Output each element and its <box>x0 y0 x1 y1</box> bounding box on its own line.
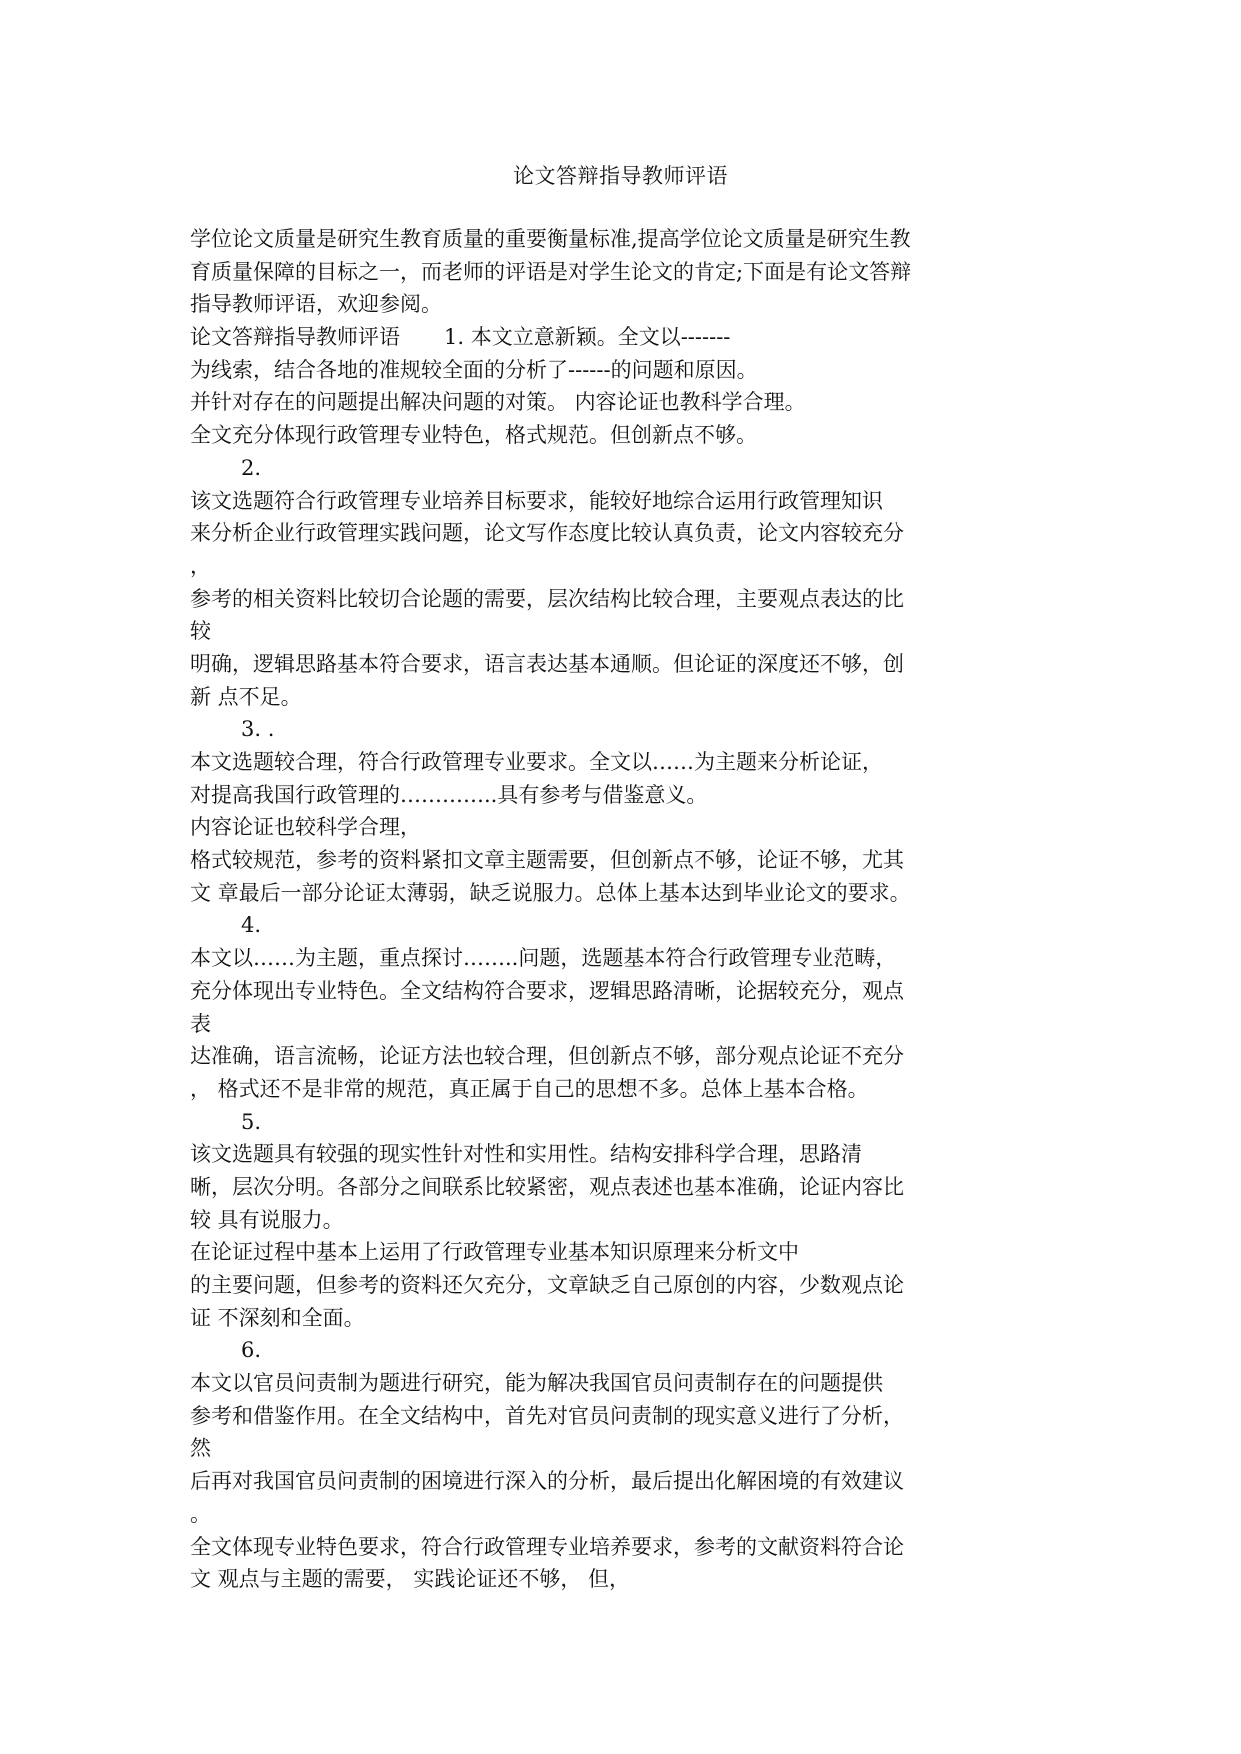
intro-line: 学位论文质量是研究生教育质量的重要衡量标准,提高学位论文质量是研究生教 <box>190 227 911 251</box>
comment-line: 较 具有说服力。 <box>190 1207 344 1232</box>
comments-heading-line <box>190 321 1060 354</box>
comment-line: 全文体现专业特色要求，符合行政管理专业培养要求，参考的文献资料符合论 <box>190 1534 904 1559</box>
comments-heading: 论文答辩指导教师评语 <box>190 325 400 350</box>
comment-number: 3. . <box>241 717 275 742</box>
comment-line: 该文选题符合行政管理专业培养目标要求，能较好地综合运用行政管理知识 <box>190 488 883 513</box>
page-title: 论文答辩指导教师评语 <box>513 164 728 188</box>
comment-line: 本文选题较合理，符合行政管理专业要求。全文以……为主题来分析论证， <box>190 750 883 774</box>
comment-1-start: 1. 本文立意新颖。全文以------- <box>444 325 731 350</box>
comment-line: 文 观点与主题的需要， 实践论证还不够， 但， <box>190 1567 631 1592</box>
comment-line: 对提高我国行政管理的…………..具有参考与借鉴意义。 <box>190 782 708 807</box>
comment-line: 来分析企业行政管理实践问题，论文写作态度比较认真负责，论文内容较充分 <box>190 521 904 546</box>
comment-line: 内容论证也较科学合理， <box>190 815 421 840</box>
comment-line: 全文充分体现行政管理专业特色，格式规范。但创新点不够。 <box>190 423 757 448</box>
comment-line: 格式较规范，参考的资料紧扣文章主题需要，但创新点不够，论证不够，尤其 <box>190 848 904 873</box>
comment-line: 本文以……为主题，重点探讨……..问题，选题基本符合行政管理专业范畴， <box>190 946 897 971</box>
comment-line: 明确，逻辑思路基本符合要求，语言表达基本通顺。但论证的深度还不够，创 <box>190 651 904 676</box>
comment-number: 2. <box>241 455 262 480</box>
comment-line: 的主要问题，但参考的资料还欠充分，文章缺乏自己原创的内容，少数观点论 <box>190 1273 904 1297</box>
comment-line: 参考和借鉴作用。在全文结构中，首先对官员问责制的现实意义进行了分析， <box>190 1403 904 1428</box>
document-body <box>190 223 1060 1596</box>
comment-number: 6. <box>241 1338 262 1363</box>
comment-line: 达准确，语言流畅，论证方法也较合理，但创新点不够，部分观点论证不充分 <box>190 1044 904 1069</box>
comment-line: 然 <box>190 1436 211 1461</box>
comment-line: 本文以官员问责制为题进行研究，能为解决我国官员问责制存在的问题提供 <box>190 1371 883 1396</box>
comment-line: ， <box>190 553 211 578</box>
comment-line: 表 <box>190 1011 211 1036</box>
comment-line: 晰，层次分明。各部分之间联系比较紧密，观点表述也基本准确，论证内容比 <box>190 1174 904 1199</box>
comment-line: 该文选题具有较强的现实性针对性和实用性。结构安排科学合理，思路清 <box>190 1142 862 1167</box>
comment-line: 为线索，结合各地的准规较全面的分析了------的问题和原因。 <box>190 357 758 382</box>
comment-line: 新 点不足。 <box>190 684 302 709</box>
intro-line: 育质量保障的目标之一，而老师的评语是对学生论文的肯定;下面是有论文答辩 <box>190 259 912 284</box>
intro-line: 指导教师评语，欢迎参阅。 <box>190 292 442 317</box>
comment-line: 并针对存在的问题提出解决问题的对策。 内容论证也教科学合理。 <box>190 390 806 415</box>
comment-line: 较 <box>190 619 211 644</box>
comment-line: 后再对我国官员问责制的困境进行深入的分析，最后提出化解困境的有效建议 <box>190 1469 904 1494</box>
comment-line: 在论证过程中基本上运用了行政管理专业基本知识原理来分析文中 <box>190 1240 799 1265</box>
comment-line: 。 <box>190 1501 211 1526</box>
comment-number: 5. <box>241 1109 262 1134</box>
comment-number: 4. <box>241 913 262 938</box>
comment-line: ， 格式还不是非常的规范，真正属于自己的思想不多。总体上基本合格。 <box>190 1076 869 1101</box>
comment-line: 参考的相关资料比较切合论题的需要，层次结构比较合理，主要观点表达的比 <box>190 586 904 611</box>
comment-line: 证 不深刻和全面。 <box>190 1305 365 1330</box>
comment-line: 文 章最后一部分论证太薄弱，缺乏说服力。总体上基本达到毕业论文的要求。 <box>190 880 911 905</box>
comment-line: 充分体现出专业特色。全文结构符合要求，逻辑思路清晰，论据较充分，观点 <box>190 978 904 1003</box>
